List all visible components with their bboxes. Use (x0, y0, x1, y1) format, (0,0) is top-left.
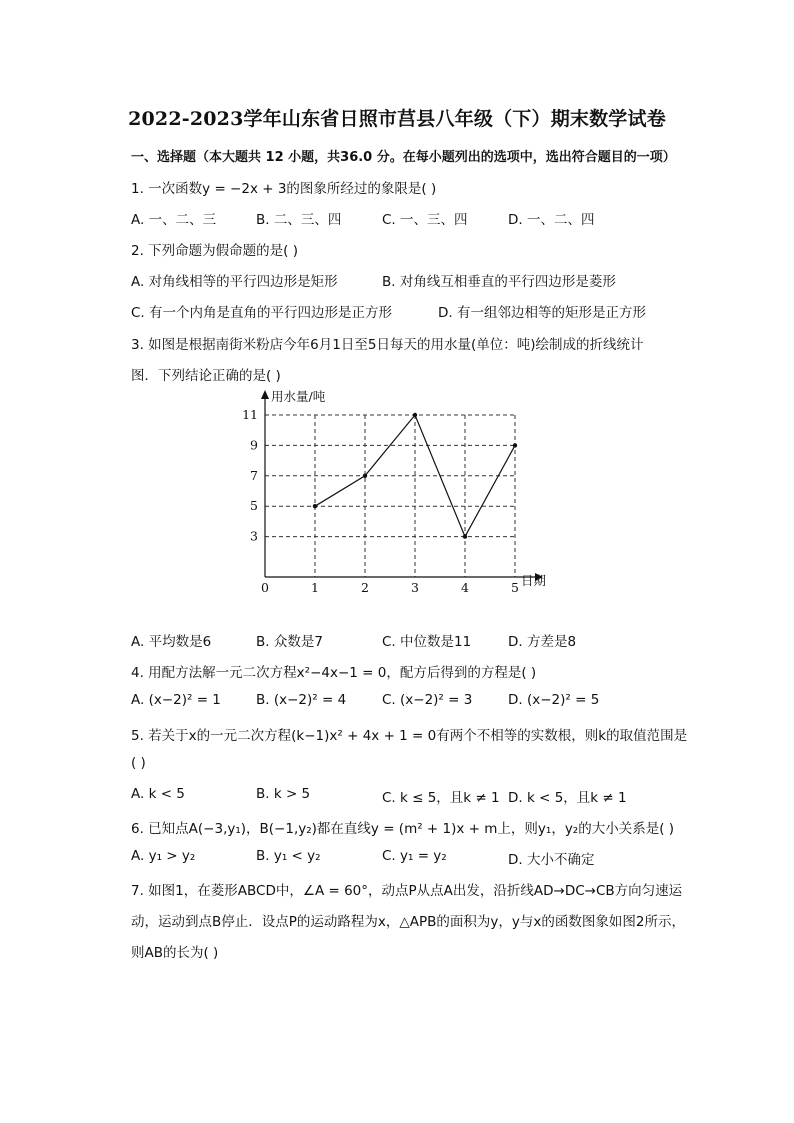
section-heading: 一、选择题（本大题共 12 小题，共36.0 分。在每小题列出的选项中，选出符合题目的一项） (131, 150, 676, 165)
chart-tick-labels (242, 389, 546, 595)
q2-option-b: B. 对角线互相垂直的平行四边形是菱形 (382, 274, 616, 290)
x-tick-label: 3 (411, 580, 419, 595)
question-2-stem: 2. 下列命题为假命题的是( ) (131, 243, 298, 259)
y-tick-label: 7 (250, 467, 258, 483)
q3-option-a: A. 平均数是6 (131, 634, 212, 650)
q4-option-b: B. (x−2)² = 4 (256, 692, 347, 708)
question-5-stem-line2: ( ) (131, 755, 146, 771)
water-usage-chart (242, 385, 555, 595)
q6-option-a: A. y₁ > y₂ (131, 848, 196, 864)
q2-option-a: A. 对角线相等的平行四边形是矩形 (131, 274, 338, 290)
q3-option-d: D. 方差是8 (508, 634, 577, 650)
q4-option-a: A. (x−2)² = 1 (131, 692, 221, 708)
q1-option-a: A. 一、二、三 (131, 212, 217, 228)
q5-option-b: B. k > 5 (256, 786, 311, 802)
y-axis-label: 用水量/吨 (271, 389, 326, 404)
y-tick-label: 5 (250, 498, 258, 514)
x-tick-label: 2 (361, 580, 369, 595)
q2-option-c: C. 有一个内角是直角的平行四边形是正方形 (131, 305, 393, 321)
q1-option-b: B. 二、三、四 (256, 212, 342, 228)
data-point (363, 474, 367, 478)
q2-option-d: D. 有一组邻边相等的矩形是正方形 (438, 305, 646, 321)
question-5-stem-line1: 5. 若关于x的一元二次方程(k−1)x² + 4x + 1 = 0有两个不相等的实数根，则k的取值范围是 (131, 728, 688, 744)
y-tick-label: 11 (242, 407, 258, 422)
q1-option-c: C. 一、三、四 (382, 212, 468, 228)
question-7-stem-line1: 7. 如图1，在菱形ABCD中，∠A = 60°，动点P从点A出发，沿折线AD→DC→CB方向匀速运 (131, 883, 683, 899)
q5-option-a: A. k < 5 (131, 786, 185, 802)
q3-option-c: C. 中位数是11 (382, 634, 472, 650)
q5-option-c: C. k ≤ 5，且k ≠ 1 (382, 790, 500, 806)
q1-option-d: D. 一、二、四 (508, 212, 595, 228)
data-point (413, 413, 417, 417)
y-tick-label: 9 (250, 437, 258, 453)
question-3-stem-line2: 图．下列结论正确的是( ) (131, 368, 281, 384)
q6-option-c: C. y₁ = y₂ (382, 848, 447, 864)
question-6-stem: 6. 已知点A(−3,y₁)，B(−1,y₂)都在直线y = (m² + 1)x + m上，则y₁，y₂的大小关系是( ) (131, 821, 675, 837)
q5-option-d: D. k < 5，且k ≠ 1 (508, 790, 627, 806)
exam-title: 2022-2023学年山东省日照市莒县八年级（下）期末数学试卷 (128, 108, 666, 130)
question-7-stem-line3: 则AB的长为( ) (131, 945, 219, 961)
x-tick-label: 0 (261, 580, 269, 595)
x-tick-label: 5 (511, 580, 519, 595)
chart-axes (261, 390, 543, 581)
q4-option-d: D. (x−2)² = 5 (508, 692, 600, 708)
x-tick-label: 1 (311, 580, 319, 595)
data-point (313, 504, 317, 508)
q4-option-c: C. (x−2)² = 3 (382, 692, 473, 708)
question-4-stem: 4. 用配方法解一元二次方程x²−4x−1 = 0，配方后得到的方程是( ) (131, 665, 537, 681)
q3-option-b: B. 众数是7 (256, 634, 323, 650)
y-axis-arrow (261, 390, 269, 399)
q6-option-b: B. y₁ < y₂ (256, 848, 321, 864)
chart-grid (265, 415, 515, 577)
question-3-stem-line1: 3. 如图是根据南街米粉店今年6月1日至5日每天的用水量(单位：吨)绘制成的折线统计 (131, 337, 644, 353)
x-tick-label: 4 (461, 580, 469, 595)
data-point (513, 443, 517, 447)
data-point (463, 534, 467, 538)
question-1-stem: 1. 一次函数y = −2x + 3的图象所经过的象限是( ) (131, 181, 437, 197)
question-7-stem-line2: 动，运动到点B停止．设点P的运动路程为x，△APB的面积为y，y与x的函数图象如图2所示， (131, 914, 685, 930)
x-axis-label: 日期 (521, 573, 547, 588)
y-tick-label: 3 (250, 528, 258, 544)
q6-option-d: D. 大小不确定 (508, 852, 595, 868)
